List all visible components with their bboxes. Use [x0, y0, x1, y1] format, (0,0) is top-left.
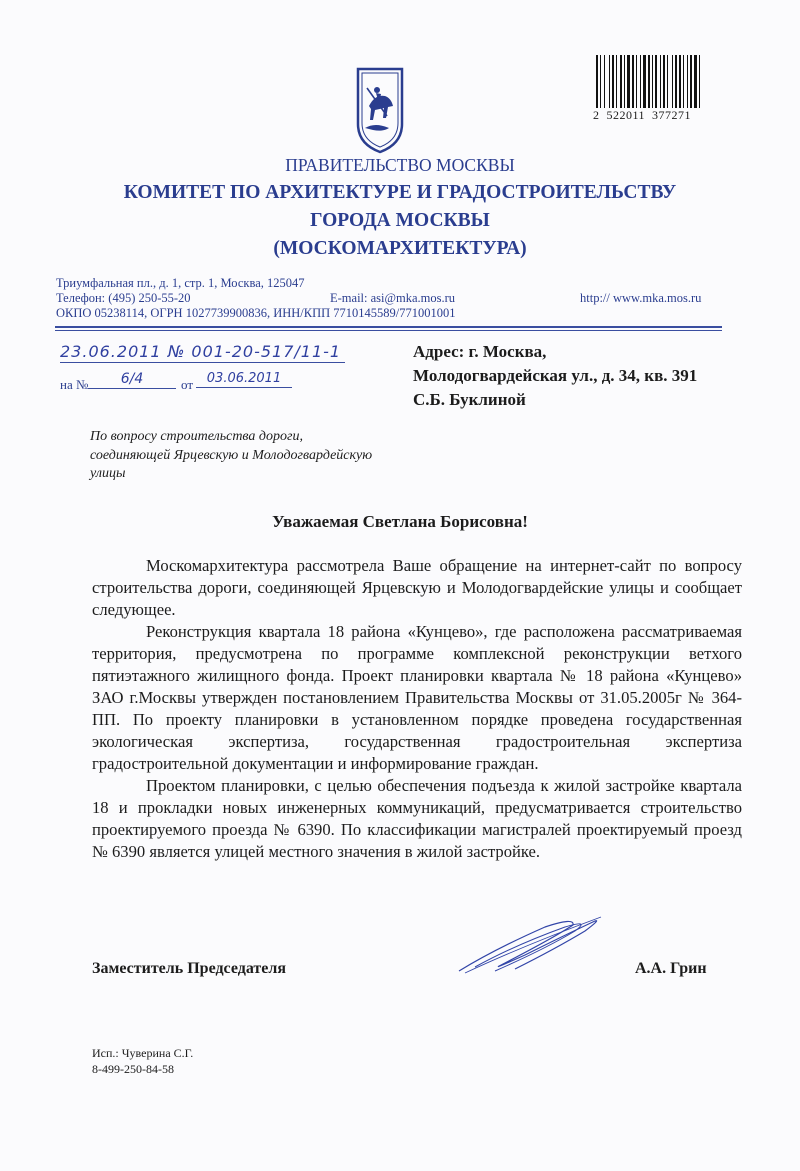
committee-website: http:// www.mka.mos.ru	[580, 291, 702, 305]
body-paragraph: Москомархитектура рассмотрела Ваше обращение на интернет-сайт по вопросу строительства дороги, соединяющей Ярцевскую и Молодогвардейские улицы и сообщает следующее.	[92, 556, 742, 619]
letter-greeting: Уважаемая Светлана Борисовна!	[272, 512, 528, 531]
header-divider	[55, 326, 722, 328]
reference-number: 6/4	[88, 371, 176, 389]
signatory-title: Заместитель Председателя	[92, 960, 287, 977]
executor-phone: 8-499-250-84-58	[92, 1062, 174, 1076]
committee-heading-line2: ГОРОДА МОСКВЫ	[310, 210, 490, 231]
committee-phone: Телефон: (495) 250-55-20	[56, 291, 191, 305]
header-divider-thin	[55, 330, 722, 331]
executor-name: Исп.: Чуверина С.Г.	[92, 1046, 194, 1060]
recipient-name: С.Б. Буклиной	[413, 390, 526, 409]
reference-date-label: от	[181, 377, 194, 392]
coat-of-arms-emblem	[355, 66, 405, 154]
recipient-address-line1: Адрес: г. Москва,	[413, 342, 547, 361]
registration-underline	[60, 362, 345, 363]
barcode-number: 2 522011 377271	[593, 108, 692, 122]
reference-date: 03.06.2011	[196, 371, 292, 388]
letter-body	[92, 555, 742, 863]
committee-heading-line1: КОМИТЕТ ПО АРХИТЕКТУРЕ И ГРАДОСТРОИТЕЛЬСТВУ	[123, 182, 677, 203]
letter-subject: По вопросу строительства дороги, соединяющей Ярцевскую и Молодогвардейскую улицы	[90, 429, 373, 481]
handwritten-signature	[455, 915, 605, 977]
recipient-address-line2: Молодогвардейская ул., д. 34, кв. 391	[413, 366, 698, 385]
signatory-name: А.А. Грин	[635, 960, 707, 977]
outgoing-registration-number: 23.06.2011 № 001-20-517/11-1	[60, 342, 342, 361]
body-paragraph: Проектом планировки, с целью обеспечения подъезда к жилой застройке квартала 18 и прокладки новых инженерных коммуникаций, предусматривается строительство проектируемого проезда № 6390. По классификации магистралей проектируемый проезд № 6390 является улицей местного значения в жилой застройке.	[92, 776, 742, 861]
committee-address: Триумфальная пл., д. 1, стр. 1, Москва, 125047	[56, 276, 305, 290]
committee-heading-line3: (МОСКОМАРХИТЕКТУРА)	[273, 238, 527, 259]
government-heading: ПРАВИТЕЛЬСТВО МОСКВЫ	[285, 155, 515, 175]
barcode	[594, 55, 739, 108]
reference-number-label: на №	[60, 377, 89, 392]
committee-email: E-mail: asi@mka.mos.ru	[330, 291, 456, 305]
committee-registry-codes: ОКПО 05238114, ОГРН 1027739900836, ИНН/КПП 7710145589/771001001	[56, 306, 456, 320]
body-paragraph: Реконструкция квартала 18 района «Кунцево», где расположена рассматриваемая территория, предусмотрена по программе комплексной реконструкции ветхого пятиэтажного жилищного фонда. Проект планировки квартала № 18 района «Кунцево» ЗАО г.Москвы утвержден постановлением Правительства Москвы от 31.05.2005г № 364-ПП. По проекту планировки в установленном порядке проведена государственная экологическая экспертиза, государственная градостроительная экспертиза градостроительной документации и информирование граждан.	[92, 622, 742, 773]
